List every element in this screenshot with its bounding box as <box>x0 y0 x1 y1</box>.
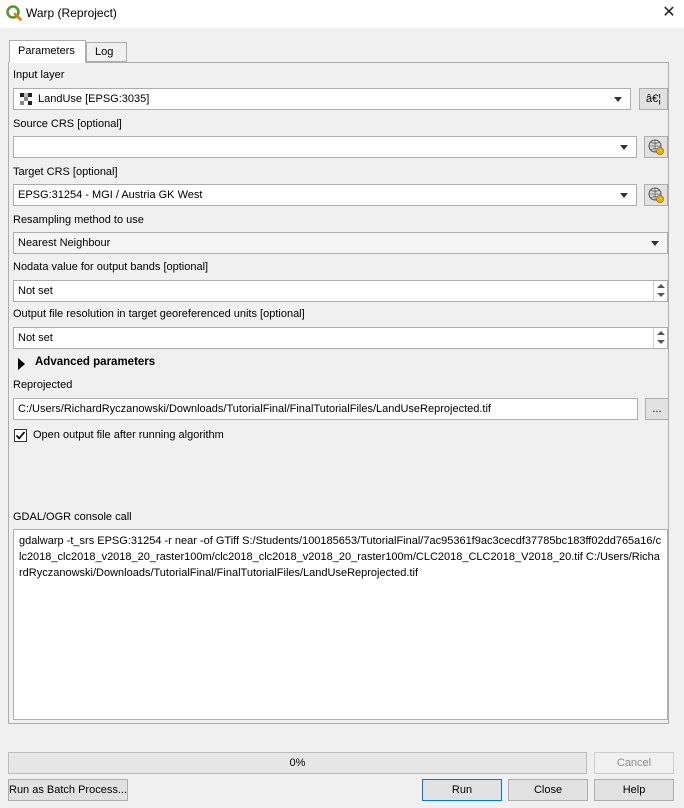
target-crs-label: Target CRS [optional] <box>13 166 118 178</box>
globe-icon <box>647 138 665 156</box>
reprojected-label: Reprojected <box>13 379 73 391</box>
source-crs-combo[interactable] <box>13 136 637 158</box>
run-as-batch-button[interactable]: Run as Batch Process... <box>8 779 128 801</box>
open-output-checkbox-row[interactable] <box>14 428 254 444</box>
spin-up-icon[interactable] <box>657 284 665 288</box>
nodata-label: Nodata value for output bands [optional] <box>13 261 209 273</box>
expand-arrow-icon <box>18 358 25 370</box>
spin-down-icon[interactable] <box>657 340 665 344</box>
open-output-checkbox[interactable] <box>14 429 27 442</box>
progress-value: 0% <box>289 757 306 769</box>
nodata-spinbox[interactable] <box>13 280 668 302</box>
tab-parameters-label: Parameters <box>18 45 75 57</box>
cancel-button[interactable]: Cancel <box>594 752 674 774</box>
resampling-label: Resampling method to use <box>13 214 144 226</box>
spin-up-icon[interactable] <box>657 331 665 335</box>
close-button[interactable]: Close <box>508 779 588 801</box>
globe-icon <box>647 186 665 204</box>
console-label: GDAL/OGR console call <box>13 511 132 523</box>
target-crs-select-button[interactable] <box>644 184 668 206</box>
input-layer-label: Input layer <box>13 69 65 81</box>
resampling-value: Nearest Neighbour <box>18 237 111 249</box>
resolution-value: Not set <box>18 332 53 344</box>
chevron-down-icon <box>620 145 628 150</box>
nodata-value: Not set <box>18 285 53 297</box>
window-title: Warp (Reproject) <box>26 6 117 20</box>
target-crs-combo[interactable] <box>13 184 637 206</box>
tab-log[interactable] <box>86 42 127 62</box>
spin-arrows[interactable] <box>653 281 667 301</box>
source-crs-label: Source CRS [optional] <box>13 118 122 130</box>
checkmark-icon <box>15 430 26 441</box>
input-layer-browse-button[interactable]: â€¦ <box>639 88 668 110</box>
raster-layer-icon <box>20 93 34 107</box>
input-layer-value: LandUse [EPSG:3035] <box>38 93 150 105</box>
spin-arrows[interactable] <box>653 328 667 348</box>
open-output-label: Open output file after running algorithm <box>33 429 224 441</box>
qgis-icon <box>6 5 22 21</box>
source-crs-select-button[interactable] <box>644 136 668 158</box>
resolution-spinbox[interactable] <box>13 327 668 349</box>
progress-bar <box>8 752 587 774</box>
tab-log-label: Log <box>95 46 114 58</box>
resolution-label: Output file resolution in target georeferenced units [optional] <box>13 308 305 320</box>
resampling-combo[interactable] <box>13 232 668 254</box>
reprojected-output-value: C:/Users/RichardRyczanowski/Downloads/TutorialFinal/FinalTutorialFiles/LandUseReprojected.tif <box>18 403 491 415</box>
console-call-text[interactable]: gdalwarp -t_srs EPSG:31254 -r near -of GTiff S:/Students/100185653/TutorialFinal/7ac95361f9ac3cecdf37785bc183ff02dd765a16/clc2018_clc2018_v2018_20_raster100m/clc2018_clc2018_v2018_20_raster100m/CLC2018_CLC2018_V2018_20.tif C:/Users/RichardRyczanowski/Downloads/TutorialFinal/FinalTutorialFiles/LandUseReprojected.tif <box>13 529 668 720</box>
chevron-down-icon <box>620 193 628 198</box>
help-button[interactable]: Help <box>594 779 674 801</box>
advanced-parameters-toggle[interactable] <box>17 356 177 372</box>
reprojected-output-field[interactable] <box>13 398 638 420</box>
chevron-down-icon <box>651 241 659 246</box>
tab-parameters[interactable] <box>9 40 86 63</box>
chevron-down-icon <box>614 97 622 102</box>
target-crs-value: EPSG:31254 - MGI / Austria GK West <box>18 189 203 201</box>
spin-down-icon[interactable] <box>657 293 665 297</box>
advanced-parameters-label: Advanced parameters <box>35 356 156 368</box>
run-button[interactable]: Run <box>422 779 502 801</box>
output-browse-button[interactable]: ... <box>645 398 669 420</box>
input-layer-combo[interactable] <box>13 88 631 110</box>
close-window-icon[interactable]: ✕ <box>662 4 676 21</box>
